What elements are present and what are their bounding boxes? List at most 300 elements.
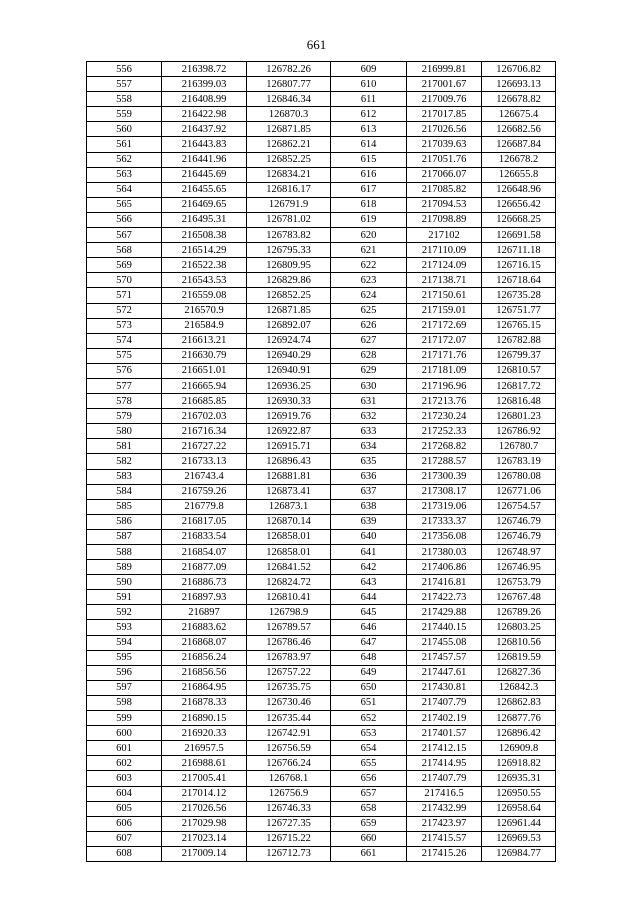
x-coordinate-right-cell: 217333.37 xyxy=(407,514,482,529)
y-coordinate-left-cell: 126870.3 xyxy=(247,107,331,122)
point-number-left-cell: 603 xyxy=(87,771,162,786)
x-coordinate-left-cell: 217026.56 xyxy=(162,801,247,816)
point-number-left-cell: 572 xyxy=(87,303,162,318)
point-number-right-cell: 614 xyxy=(331,137,407,152)
y-coordinate-left-cell: 126873.41 xyxy=(247,484,331,499)
point-number-right-cell: 634 xyxy=(331,439,407,454)
point-number-left-cell: 562 xyxy=(87,152,162,167)
y-coordinate-left-cell: 126783.82 xyxy=(247,228,331,243)
point-number-right-cell: 646 xyxy=(331,620,407,635)
point-number-right-cell: 627 xyxy=(331,333,407,348)
y-coordinate-right-cell: 126801.23 xyxy=(482,409,556,424)
point-number-right-cell: 635 xyxy=(331,454,407,469)
y-coordinate-left-cell: 126756.59 xyxy=(247,741,331,756)
x-coordinate-right-cell: 217001.67 xyxy=(407,77,482,92)
x-coordinate-left-cell: 216854.07 xyxy=(162,545,247,560)
y-coordinate-right-cell: 126819.59 xyxy=(482,650,556,665)
table-row xyxy=(87,318,556,333)
y-coordinate-left-cell: 126896.43 xyxy=(247,454,331,469)
table-row xyxy=(87,545,556,560)
point-number-left-cell: 591 xyxy=(87,590,162,605)
y-coordinate-right-cell: 126693.13 xyxy=(482,77,556,92)
x-coordinate-left-cell: 216759.26 xyxy=(162,484,247,499)
x-coordinate-right-cell: 217406.86 xyxy=(407,560,482,575)
point-number-right-cell: 618 xyxy=(331,197,407,212)
y-coordinate-right-cell: 126842.3 xyxy=(482,680,556,695)
point-number-left-cell: 574 xyxy=(87,333,162,348)
x-coordinate-right-cell: 217430.81 xyxy=(407,680,482,695)
point-number-left-cell: 587 xyxy=(87,529,162,544)
y-coordinate-right-cell: 126746.95 xyxy=(482,560,556,575)
y-coordinate-left-cell: 126809.95 xyxy=(247,258,331,273)
point-number-left-cell: 608 xyxy=(87,846,162,861)
x-coordinate-left-cell: 216727.22 xyxy=(162,439,247,454)
x-coordinate-left-cell: 216897 xyxy=(162,605,247,620)
point-number-left-cell: 605 xyxy=(87,801,162,816)
x-coordinate-left-cell: 216685.85 xyxy=(162,394,247,409)
table-row xyxy=(87,228,556,243)
point-number-left-cell: 597 xyxy=(87,680,162,695)
point-number-left-cell: 592 xyxy=(87,605,162,620)
point-number-right-cell: 617 xyxy=(331,182,407,197)
point-number-right-cell: 633 xyxy=(331,424,407,439)
y-coordinate-right-cell: 126909.8 xyxy=(482,741,556,756)
y-coordinate-right-cell: 126961.44 xyxy=(482,816,556,831)
table-row xyxy=(87,786,556,801)
y-coordinate-left-cell: 126881.81 xyxy=(247,469,331,484)
x-coordinate-right-cell: 217422.73 xyxy=(407,590,482,605)
x-coordinate-right-cell: 217138.71 xyxy=(407,273,482,288)
point-number-left-cell: 578 xyxy=(87,394,162,409)
y-coordinate-left-cell: 126940.29 xyxy=(247,348,331,363)
y-coordinate-left-cell: 126915.71 xyxy=(247,439,331,454)
point-number-left-cell: 559 xyxy=(87,107,162,122)
y-coordinate-right-cell: 126771.06 xyxy=(482,484,556,499)
x-coordinate-left-cell: 216469.65 xyxy=(162,197,247,212)
point-number-right-cell: 658 xyxy=(331,801,407,816)
y-coordinate-left-cell: 126852.25 xyxy=(247,288,331,303)
point-number-left-cell: 566 xyxy=(87,212,162,227)
x-coordinate-left-cell: 216864.95 xyxy=(162,680,247,695)
table-row xyxy=(87,212,556,227)
y-coordinate-right-cell: 126711.18 xyxy=(482,243,556,258)
y-coordinate-left-cell: 126715.22 xyxy=(247,831,331,846)
x-coordinate-right-cell: 217415.57 xyxy=(407,831,482,846)
table-row xyxy=(87,137,556,152)
x-coordinate-left-cell: 216920.33 xyxy=(162,726,247,741)
y-coordinate-left-cell: 126858.01 xyxy=(247,545,331,560)
table-row xyxy=(87,167,556,182)
x-coordinate-left-cell: 216399.03 xyxy=(162,77,247,92)
x-coordinate-right-cell: 217423.97 xyxy=(407,816,482,831)
y-coordinate-right-cell: 126678.82 xyxy=(482,92,556,107)
table-row xyxy=(87,605,556,620)
x-coordinate-left-cell: 216495.31 xyxy=(162,212,247,227)
point-number-right-cell: 657 xyxy=(331,786,407,801)
table-row xyxy=(87,77,556,92)
x-coordinate-left-cell: 216443.83 xyxy=(162,137,247,152)
point-number-left-cell: 570 xyxy=(87,273,162,288)
point-number-left-cell: 583 xyxy=(87,469,162,484)
x-coordinate-left-cell: 216733.13 xyxy=(162,454,247,469)
y-coordinate-left-cell: 126791.9 xyxy=(247,197,331,212)
table-row xyxy=(87,529,556,544)
y-coordinate-left-cell: 126712.73 xyxy=(247,846,331,861)
point-number-right-cell: 621 xyxy=(331,243,407,258)
y-coordinate-left-cell: 126746.33 xyxy=(247,801,331,816)
point-number-left-cell: 558 xyxy=(87,92,162,107)
x-coordinate-left-cell: 216665.94 xyxy=(162,378,247,393)
x-coordinate-left-cell: 216817.05 xyxy=(162,514,247,529)
x-coordinate-left-cell: 216897.93 xyxy=(162,590,247,605)
point-number-right-cell: 620 xyxy=(331,228,407,243)
table-row xyxy=(87,680,556,695)
y-coordinate-right-cell: 126767.48 xyxy=(482,590,556,605)
y-coordinate-left-cell: 126824.72 xyxy=(247,575,331,590)
x-coordinate-right-cell: 217407.79 xyxy=(407,695,482,710)
point-number-right-cell: 654 xyxy=(331,741,407,756)
table-row xyxy=(87,122,556,137)
x-coordinate-left-cell: 217023.14 xyxy=(162,831,247,846)
point-number-right-cell: 625 xyxy=(331,303,407,318)
x-coordinate-left-cell: 216522.38 xyxy=(162,258,247,273)
y-coordinate-left-cell: 126807.77 xyxy=(247,77,331,92)
point-number-right-cell: 640 xyxy=(331,529,407,544)
y-coordinate-right-cell: 126782.88 xyxy=(482,333,556,348)
x-coordinate-left-cell: 216437.92 xyxy=(162,122,247,137)
y-coordinate-left-cell: 126846.34 xyxy=(247,92,331,107)
y-coordinate-right-cell: 126753.79 xyxy=(482,575,556,590)
point-number-right-cell: 609 xyxy=(331,62,407,77)
point-number-left-cell: 601 xyxy=(87,741,162,756)
x-coordinate-left-cell: 216508.38 xyxy=(162,228,247,243)
x-coordinate-right-cell: 217039.63 xyxy=(407,137,482,152)
x-coordinate-right-cell: 217110.09 xyxy=(407,243,482,258)
x-coordinate-right-cell: 217319.06 xyxy=(407,499,482,514)
x-coordinate-right-cell: 217181.09 xyxy=(407,363,482,378)
y-coordinate-left-cell: 126834.21 xyxy=(247,167,331,182)
coordinate-table xyxy=(86,61,556,862)
point-number-right-cell: 610 xyxy=(331,77,407,92)
x-coordinate-left-cell: 216441.96 xyxy=(162,152,247,167)
x-coordinate-right-cell: 217159.01 xyxy=(407,303,482,318)
point-number-left-cell: 571 xyxy=(87,288,162,303)
point-number-left-cell: 581 xyxy=(87,439,162,454)
table-row xyxy=(87,771,556,786)
point-number-left-cell: 568 xyxy=(87,243,162,258)
x-coordinate-right-cell: 217308.17 xyxy=(407,484,482,499)
point-number-right-cell: 644 xyxy=(331,590,407,605)
point-number-right-cell: 631 xyxy=(331,394,407,409)
point-number-left-cell: 606 xyxy=(87,816,162,831)
table-row xyxy=(87,590,556,605)
y-coordinate-left-cell: 126756.9 xyxy=(247,786,331,801)
y-coordinate-right-cell: 126648.96 xyxy=(482,182,556,197)
x-coordinate-left-cell: 216630.79 xyxy=(162,348,247,363)
point-number-left-cell: 556 xyxy=(87,62,162,77)
table-row xyxy=(87,439,556,454)
x-coordinate-right-cell: 217026.56 xyxy=(407,122,482,137)
x-coordinate-left-cell: 216779.8 xyxy=(162,499,247,514)
point-number-right-cell: 642 xyxy=(331,560,407,575)
table-row xyxy=(87,741,556,756)
x-coordinate-right-cell: 216999.81 xyxy=(407,62,482,77)
x-coordinate-right-cell: 217230.24 xyxy=(407,409,482,424)
x-coordinate-right-cell: 217416.81 xyxy=(407,575,482,590)
x-coordinate-right-cell: 217447.61 xyxy=(407,665,482,680)
y-coordinate-right-cell: 126803.25 xyxy=(482,620,556,635)
x-coordinate-left-cell: 216408.99 xyxy=(162,92,247,107)
x-coordinate-right-cell: 217440.15 xyxy=(407,620,482,635)
x-coordinate-right-cell: 217401.57 xyxy=(407,726,482,741)
y-coordinate-left-cell: 126936.25 xyxy=(247,378,331,393)
x-coordinate-right-cell: 217455.08 xyxy=(407,635,482,650)
x-coordinate-left-cell: 217005.41 xyxy=(162,771,247,786)
point-number-right-cell: 639 xyxy=(331,514,407,529)
y-coordinate-left-cell: 126727.35 xyxy=(247,816,331,831)
y-coordinate-right-cell: 126789.26 xyxy=(482,605,556,620)
point-number-right-cell: 651 xyxy=(331,695,407,710)
y-coordinate-left-cell: 126870.14 xyxy=(247,514,331,529)
y-coordinate-right-cell: 126678.2 xyxy=(482,152,556,167)
point-number-right-cell: 650 xyxy=(331,680,407,695)
table-row xyxy=(87,107,556,122)
table-row xyxy=(87,92,556,107)
y-coordinate-left-cell: 126829.86 xyxy=(247,273,331,288)
y-coordinate-right-cell: 126751.77 xyxy=(482,303,556,318)
table-row xyxy=(87,484,556,499)
table-row xyxy=(87,726,556,741)
y-coordinate-left-cell: 126871.85 xyxy=(247,122,331,137)
y-coordinate-right-cell: 126716.15 xyxy=(482,258,556,273)
x-coordinate-left-cell: 216988.61 xyxy=(162,756,247,771)
x-coordinate-left-cell: 216868.07 xyxy=(162,635,247,650)
point-number-right-cell: 623 xyxy=(331,273,407,288)
y-coordinate-left-cell: 126735.75 xyxy=(247,680,331,695)
x-coordinate-right-cell: 217402.19 xyxy=(407,711,482,726)
y-coordinate-right-cell: 126984.77 xyxy=(482,846,556,861)
table-row xyxy=(87,394,556,409)
point-number-left-cell: 577 xyxy=(87,378,162,393)
table-row xyxy=(87,378,556,393)
point-number-left-cell: 582 xyxy=(87,454,162,469)
y-coordinate-right-cell: 126754.57 xyxy=(482,499,556,514)
y-coordinate-left-cell: 126862.21 xyxy=(247,137,331,152)
x-coordinate-left-cell: 216877.09 xyxy=(162,560,247,575)
point-number-left-cell: 590 xyxy=(87,575,162,590)
y-coordinate-right-cell: 126675.4 xyxy=(482,107,556,122)
table-row xyxy=(87,711,556,726)
y-coordinate-right-cell: 126862.83 xyxy=(482,695,556,710)
point-number-left-cell: 557 xyxy=(87,77,162,92)
x-coordinate-right-cell: 217171.76 xyxy=(407,348,482,363)
point-number-right-cell: 613 xyxy=(331,122,407,137)
point-number-right-cell: 655 xyxy=(331,756,407,771)
x-coordinate-left-cell: 216878.33 xyxy=(162,695,247,710)
point-number-right-cell: 630 xyxy=(331,378,407,393)
y-coordinate-left-cell: 126858.01 xyxy=(247,529,331,544)
x-coordinate-left-cell: 217009.14 xyxy=(162,846,247,861)
x-coordinate-right-cell: 217051.76 xyxy=(407,152,482,167)
y-coordinate-right-cell: 126877.76 xyxy=(482,711,556,726)
y-coordinate-left-cell: 126919.76 xyxy=(247,409,331,424)
y-coordinate-left-cell: 126892.07 xyxy=(247,318,331,333)
x-coordinate-right-cell: 217416.5 xyxy=(407,786,482,801)
point-number-right-cell: 641 xyxy=(331,545,407,560)
y-coordinate-left-cell: 126782.26 xyxy=(247,62,331,77)
x-coordinate-left-cell: 216422.98 xyxy=(162,107,247,122)
y-coordinate-right-cell: 126780.08 xyxy=(482,469,556,484)
y-coordinate-left-cell: 126810.41 xyxy=(247,590,331,605)
point-number-right-cell: 647 xyxy=(331,635,407,650)
x-coordinate-right-cell: 217414.95 xyxy=(407,756,482,771)
point-number-left-cell: 600 xyxy=(87,726,162,741)
y-coordinate-right-cell: 126668.25 xyxy=(482,212,556,227)
point-number-right-cell: 622 xyxy=(331,258,407,273)
point-number-right-cell: 636 xyxy=(331,469,407,484)
y-coordinate-left-cell: 126871.85 xyxy=(247,303,331,318)
x-coordinate-left-cell: 216883.62 xyxy=(162,620,247,635)
point-number-right-cell: 660 xyxy=(331,831,407,846)
point-number-left-cell: 573 xyxy=(87,318,162,333)
x-coordinate-right-cell: 217432.99 xyxy=(407,801,482,816)
table-row xyxy=(87,514,556,529)
x-coordinate-left-cell: 216716.34 xyxy=(162,424,247,439)
y-coordinate-right-cell: 126783.19 xyxy=(482,454,556,469)
y-coordinate-left-cell: 126816.17 xyxy=(247,182,331,197)
point-number-left-cell: 569 xyxy=(87,258,162,273)
table-row xyxy=(87,499,556,514)
table-row xyxy=(87,333,556,348)
point-number-right-cell: 652 xyxy=(331,711,407,726)
x-coordinate-left-cell: 216543.53 xyxy=(162,273,247,288)
point-number-left-cell: 599 xyxy=(87,711,162,726)
x-coordinate-left-cell: 216743.4 xyxy=(162,469,247,484)
y-coordinate-left-cell: 126795.33 xyxy=(247,243,331,258)
x-coordinate-right-cell: 217268.82 xyxy=(407,439,482,454)
x-coordinate-right-cell: 217124.09 xyxy=(407,258,482,273)
point-number-right-cell: 659 xyxy=(331,816,407,831)
y-coordinate-right-cell: 126748.97 xyxy=(482,545,556,560)
y-coordinate-right-cell: 126735.28 xyxy=(482,288,556,303)
point-number-right-cell: 612 xyxy=(331,107,407,122)
table-row xyxy=(87,620,556,635)
x-coordinate-right-cell: 217407.79 xyxy=(407,771,482,786)
x-coordinate-right-cell: 217102 xyxy=(407,228,482,243)
point-number-left-cell: 604 xyxy=(87,786,162,801)
x-coordinate-left-cell: 216651.01 xyxy=(162,363,247,378)
y-coordinate-right-cell: 126706.82 xyxy=(482,62,556,77)
x-coordinate-left-cell: 216702.03 xyxy=(162,409,247,424)
table-row xyxy=(87,424,556,439)
y-coordinate-right-cell: 126816.48 xyxy=(482,394,556,409)
y-coordinate-right-cell: 126918.82 xyxy=(482,756,556,771)
y-coordinate-left-cell: 126789.57 xyxy=(247,620,331,635)
point-number-left-cell: 564 xyxy=(87,182,162,197)
point-number-left-cell: 602 xyxy=(87,756,162,771)
x-coordinate-right-cell: 217172.07 xyxy=(407,333,482,348)
x-coordinate-left-cell: 216886.73 xyxy=(162,575,247,590)
point-number-right-cell: 628 xyxy=(331,348,407,363)
y-coordinate-left-cell: 126783.97 xyxy=(247,650,331,665)
page-number: 661 xyxy=(306,37,327,52)
y-coordinate-left-cell: 126940.91 xyxy=(247,363,331,378)
x-coordinate-left-cell: 216833.54 xyxy=(162,529,247,544)
y-coordinate-left-cell: 126922.87 xyxy=(247,424,331,439)
table-row xyxy=(87,650,556,665)
point-number-left-cell: 575 xyxy=(87,348,162,363)
table-row xyxy=(87,831,556,846)
point-number-left-cell: 607 xyxy=(87,831,162,846)
x-coordinate-left-cell: 216514.29 xyxy=(162,243,247,258)
y-coordinate-right-cell: 126746.79 xyxy=(482,529,556,544)
x-coordinate-left-cell: 217029.98 xyxy=(162,816,247,831)
point-number-right-cell: 629 xyxy=(331,363,407,378)
table-row xyxy=(87,665,556,680)
point-number-left-cell: 598 xyxy=(87,695,162,710)
y-coordinate-right-cell: 126655.8 xyxy=(482,167,556,182)
x-coordinate-right-cell: 217172.69 xyxy=(407,318,482,333)
y-coordinate-left-cell: 126730.46 xyxy=(247,695,331,710)
point-number-left-cell: 560 xyxy=(87,122,162,137)
y-coordinate-right-cell: 126799.37 xyxy=(482,348,556,363)
y-coordinate-right-cell: 126718.64 xyxy=(482,273,556,288)
table-row xyxy=(87,197,556,212)
point-number-left-cell: 579 xyxy=(87,409,162,424)
point-number-right-cell: 611 xyxy=(331,92,407,107)
point-number-right-cell: 632 xyxy=(331,409,407,424)
y-coordinate-right-cell: 126810.57 xyxy=(482,363,556,378)
y-coordinate-right-cell: 126691.58 xyxy=(482,228,556,243)
point-number-right-cell: 626 xyxy=(331,318,407,333)
table-row xyxy=(87,560,556,575)
point-number-left-cell: 567 xyxy=(87,228,162,243)
x-coordinate-right-cell: 217213.76 xyxy=(407,394,482,409)
table-row xyxy=(87,469,556,484)
point-number-right-cell: 648 xyxy=(331,650,407,665)
x-coordinate-left-cell: 216445.69 xyxy=(162,167,247,182)
x-coordinate-right-cell: 217066.07 xyxy=(407,167,482,182)
point-number-right-cell: 616 xyxy=(331,167,407,182)
x-coordinate-right-cell: 217009.76 xyxy=(407,92,482,107)
x-coordinate-left-cell: 217014.12 xyxy=(162,786,247,801)
table-row xyxy=(87,288,556,303)
x-coordinate-right-cell: 217380.03 xyxy=(407,545,482,560)
table-row xyxy=(87,243,556,258)
x-coordinate-right-cell: 217288.57 xyxy=(407,454,482,469)
table-row xyxy=(87,303,556,318)
y-coordinate-left-cell: 126768.1 xyxy=(247,771,331,786)
point-number-right-cell: 637 xyxy=(331,484,407,499)
x-coordinate-right-cell: 217252.33 xyxy=(407,424,482,439)
point-number-left-cell: 594 xyxy=(87,635,162,650)
point-number-right-cell: 619 xyxy=(331,212,407,227)
point-number-right-cell: 638 xyxy=(331,499,407,514)
x-coordinate-right-cell: 217356.08 xyxy=(407,529,482,544)
point-number-right-cell: 661 xyxy=(331,846,407,861)
y-coordinate-right-cell: 126827.36 xyxy=(482,665,556,680)
point-number-right-cell: 656 xyxy=(331,771,407,786)
y-coordinate-right-cell: 126780.7 xyxy=(482,439,556,454)
x-coordinate-right-cell: 217094.53 xyxy=(407,197,482,212)
point-number-right-cell: 615 xyxy=(331,152,407,167)
x-coordinate-left-cell: 216957.5 xyxy=(162,741,247,756)
x-coordinate-right-cell: 217429.88 xyxy=(407,605,482,620)
table-row xyxy=(87,454,556,469)
table-row xyxy=(87,363,556,378)
x-coordinate-right-cell: 217300.39 xyxy=(407,469,482,484)
point-number-left-cell: 576 xyxy=(87,363,162,378)
